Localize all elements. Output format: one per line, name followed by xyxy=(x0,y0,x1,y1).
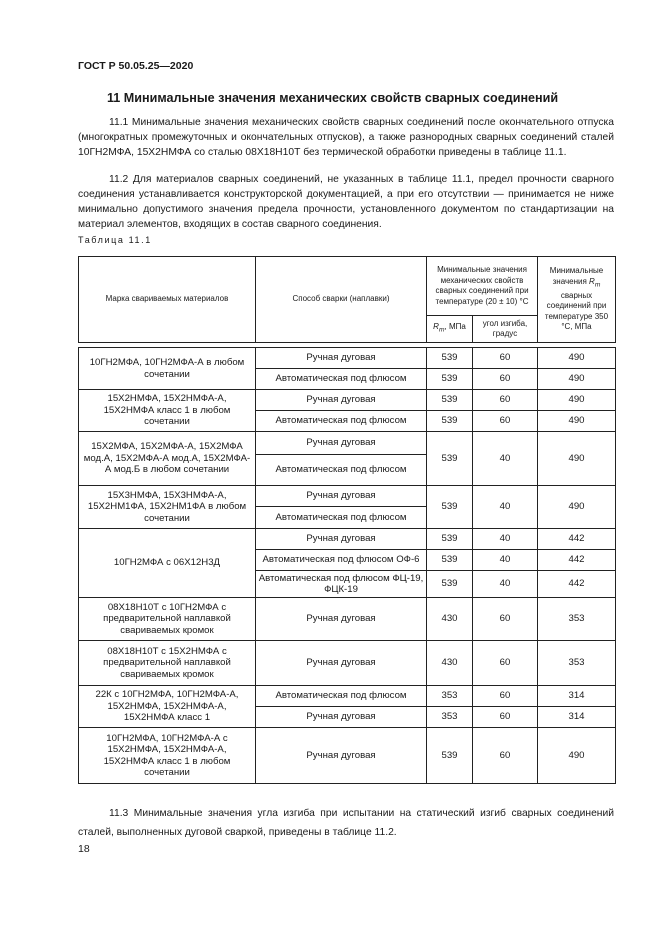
rm-cell: 430 xyxy=(427,641,473,686)
angle-cell: 40 xyxy=(473,571,538,598)
mechanical-properties-table xyxy=(78,256,616,784)
header-material: Марка свариваемых материалов xyxy=(79,257,256,343)
header-bend-angle: угол изгиба, градус xyxy=(473,316,538,343)
rm-cell: 539 xyxy=(427,432,473,486)
rm350-cell: 442 xyxy=(538,529,616,550)
method-cell: Ручная дуговая xyxy=(256,728,427,784)
rm-cell: 539 xyxy=(427,571,473,598)
rm-unit: , МПа xyxy=(444,321,466,331)
rm-cell: 539 xyxy=(427,529,473,550)
rm350-cell: 314 xyxy=(538,686,616,707)
table-row xyxy=(79,728,616,784)
paragraph-11-2: 11.2 Для материалов сварных соединений, не указанных в таблице 11.1, предел прочности сварного соединения устанавливается конструкторской документацией, а при его отсутствии — принимается не ниже минимально допустимого значения предела прочности, установленного документом по стандартизации на материал элементов, входящих в состав сварного соединения. xyxy=(78,174,614,230)
rm-cell: 539 xyxy=(427,369,473,390)
angle-cell: 60 xyxy=(473,390,538,411)
rm350-cell: 490 xyxy=(538,728,616,784)
method-cell: Автоматическая под флюсом xyxy=(256,455,427,486)
angle-cell: 60 xyxy=(473,641,538,686)
material-cell: 15Х3НМФА, 15Х3НМФА-А, 15Х2НМ1ФА, 15Х2НМ1ФА в любом сочетании xyxy=(79,486,256,529)
table-row xyxy=(79,348,616,369)
rm-cell: 353 xyxy=(427,707,473,728)
table-row xyxy=(79,486,616,507)
rm-cell: 430 xyxy=(427,598,473,641)
rm-cell: 539 xyxy=(427,728,473,784)
header-min-group: Минимальные значения механических свойств сварных соединений при температуре (20 ± 10) °С xyxy=(427,257,538,316)
rm350-cell: 490 xyxy=(538,390,616,411)
table-row xyxy=(79,598,616,641)
method-cell: Ручная дуговая xyxy=(256,348,427,369)
rm350-cell: 314 xyxy=(538,707,616,728)
angle-cell: 40 xyxy=(473,550,538,571)
angle-cell: 60 xyxy=(473,598,538,641)
angle-cell: 40 xyxy=(473,432,538,486)
table-row xyxy=(79,686,616,707)
method-cell: Автоматическая под флюсом ФЦ-19, ФЦК-19 xyxy=(256,571,427,598)
page-number: 18 xyxy=(78,843,90,855)
rm350-cell: 490 xyxy=(538,432,616,486)
rm350-cell: 442 xyxy=(538,550,616,571)
header-rm-350 xyxy=(538,257,616,343)
rm-subscript: m xyxy=(438,326,445,334)
rm350-cell: 353 xyxy=(538,641,616,686)
paragraph-11-3: 11.3 Минимальные значения угла изгиба при испытании на статический изгиб сварных соединений сталей, выполненных дуговой сваркой, приведены в таблице 11.2. xyxy=(78,808,614,838)
method-cell: Автоматическая под флюсом xyxy=(256,369,427,390)
header-method: Способ сварки (наплавки) xyxy=(256,257,427,343)
table-caption: Таблица 11.1 xyxy=(78,235,152,245)
table-row xyxy=(79,390,616,411)
rm-subscript: m xyxy=(594,281,601,289)
rm-cell: 539 xyxy=(427,348,473,369)
rm-cell: 353 xyxy=(427,686,473,707)
material-cell: 15Х2МФА, 15Х2МФА-А, 15Х2МФА мод.А, 15Х2МФА-А мод.А, 15Х2МФА-А мод.Б в любом сочетании xyxy=(79,432,256,486)
angle-cell: 40 xyxy=(473,486,538,529)
angle-cell: 60 xyxy=(473,728,538,784)
rm-cell: 539 xyxy=(427,390,473,411)
method-cell: Автоматическая под флюсом ОФ-6 xyxy=(256,550,427,571)
rm-cell: 539 xyxy=(427,411,473,432)
method-cell: Ручная дуговая xyxy=(256,598,427,641)
material-cell: 10ГН2МФА с 06Х12Н3Д xyxy=(79,529,256,598)
material-cell: 22К с 10ГН2МФА, 10ГН2МФА-А, 15Х2НМФА, 15Х2НМФА-А, 15Х2НМФА класс 1 xyxy=(79,686,256,728)
standard-designation: ГОСТ Р 50.05.25—2020 xyxy=(78,60,194,72)
rm-symbol: R xyxy=(589,276,595,286)
angle-cell: 60 xyxy=(473,369,538,390)
material-cell: 08Х18Н10Т с 15Х2НМФА с предварительной наплавкой свариваемых кромок xyxy=(79,641,256,686)
method-cell: Ручная дуговая xyxy=(256,486,427,507)
material-cell: 10ГН2МФА, 10ГН2МФА-А в любом сочетании xyxy=(79,348,256,390)
rm-cell: 539 xyxy=(427,486,473,529)
rm350-cell: 490 xyxy=(538,348,616,369)
header-rm350-prefix: Минимальные значения xyxy=(549,266,604,286)
angle-cell: 40 xyxy=(473,529,538,550)
rm-symbol: R xyxy=(433,321,439,331)
angle-cell: 60 xyxy=(473,411,538,432)
method-cell: Автоматическая под флюсом xyxy=(256,507,427,529)
table-row xyxy=(79,641,616,686)
table-row xyxy=(79,432,616,455)
angle-cell: 60 xyxy=(473,686,538,707)
method-cell: Ручная дуговая xyxy=(256,707,427,728)
material-cell: 08Х18Н10Т с 10ГН2МФА с предварительной наплавкой свариваемых кромок xyxy=(79,598,256,641)
rm350-cell: 490 xyxy=(538,486,616,529)
rm350-cell: 490 xyxy=(538,411,616,432)
angle-cell: 60 xyxy=(473,707,538,728)
material-cell: 10ГН2МФА, 10ГН2МФА-А с 15Х2НМФА, 15Х2НМФА-А, 15Х2НМФА класс 1 в любом сочетании xyxy=(79,728,256,784)
paragraph-11-1: 11.1 Минимальные значения механических свойств сварных соединений после окончательного отпуска (многократных промежуточных и окончательных отпусков), а также разнородных сварных соединений сталей 10ГН2МФА, 15Х2НМФА со сталью 08Х18Н10Т без термической обработки приведены в таблице 11.1. xyxy=(78,117,614,158)
rm-cell: 539 xyxy=(427,550,473,571)
method-cell: Ручная дуговая xyxy=(256,529,427,550)
table-row xyxy=(79,529,616,550)
method-cell: Автоматическая под флюсом xyxy=(256,686,427,707)
method-cell: Автоматическая под флюсом xyxy=(256,411,427,432)
rm350-cell: 442 xyxy=(538,571,616,598)
rm350-cell: 353 xyxy=(538,598,616,641)
method-cell: Ручная дуговая xyxy=(256,432,427,455)
header-rm350-suffix: сварных соединений при температуре 350 °С, МПа xyxy=(544,290,609,332)
header-rm xyxy=(427,316,473,343)
angle-cell: 60 xyxy=(473,348,538,369)
method-cell: Ручная дуговая xyxy=(256,390,427,411)
section-title: 11 Минимальные значения механических свойств сварных соединений xyxy=(107,91,559,105)
method-cell: Ручная дуговая xyxy=(256,641,427,686)
rm350-cell: 490 xyxy=(538,369,616,390)
material-cell: 15Х2НМФА, 15Х2НМФА-А, 15Х2НМФА класс 1 в любом сочетании xyxy=(79,390,256,432)
